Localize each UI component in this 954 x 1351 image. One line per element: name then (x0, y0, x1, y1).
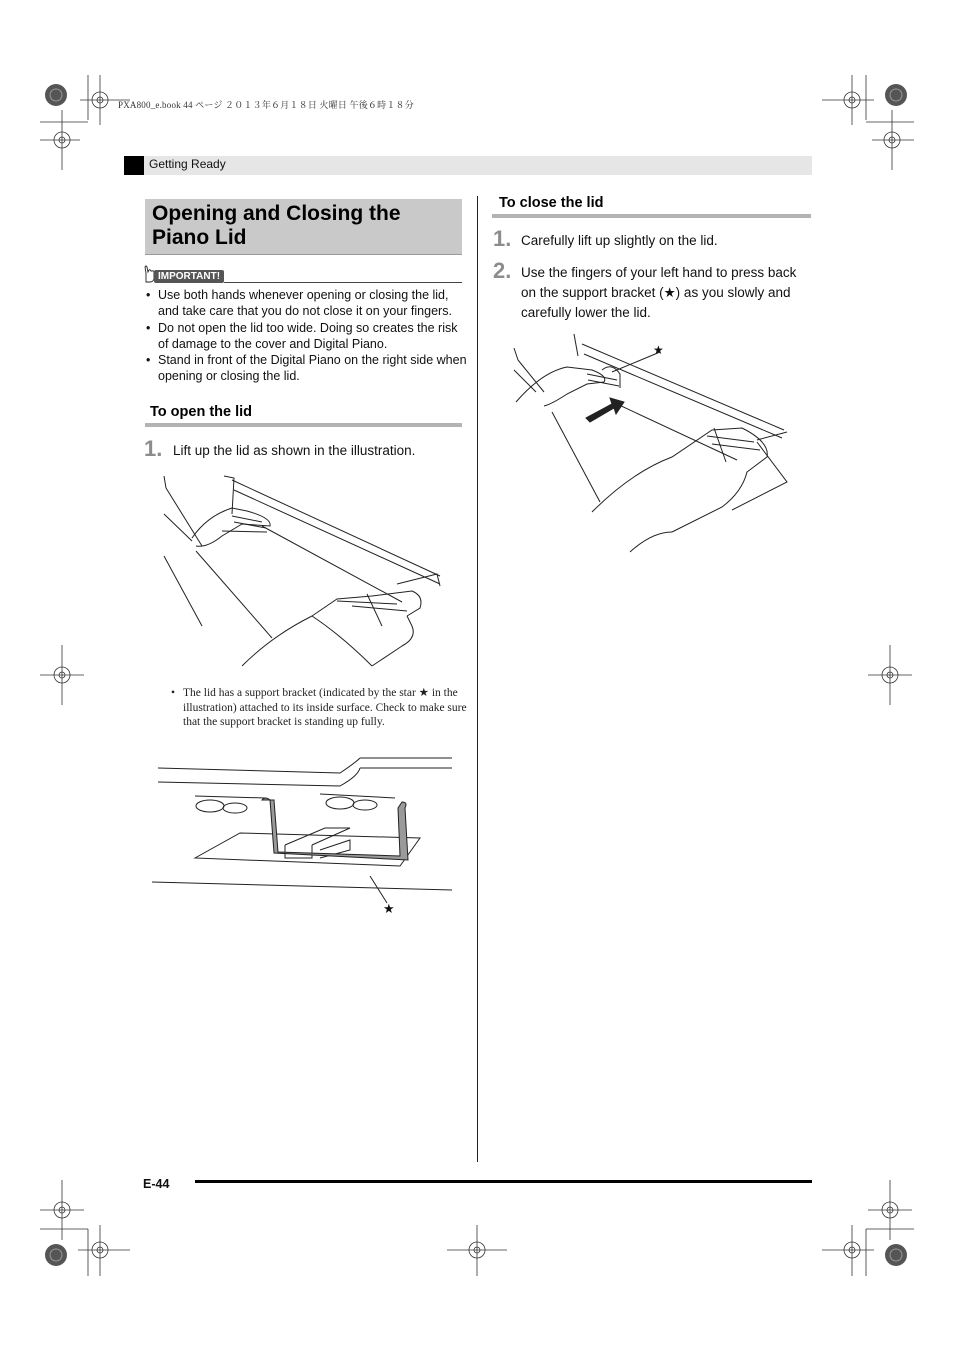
open-lid-illustration (162, 466, 442, 676)
footer-rule (195, 1180, 812, 1183)
close-step-2-text: Use the fingers of your left hand to press back on the support bracket (★) as you slowly and carefully lower the lid. (521, 265, 797, 320)
list-item: • Use both hands whenever opening or closing the lid, and take care that you do not close it on your fingers. (146, 287, 468, 319)
section-label: Getting Ready (149, 157, 226, 171)
star-icon: ★ (383, 901, 395, 916)
close-lid-heading: To close the lid (499, 195, 604, 211)
list-item: • Do not open the lid too wide. Doing so creates the risk of damage to the cover and Digital Piano. (146, 320, 468, 352)
list-item: • Stand in front of the Digital Piano on the right side when opening or closing the lid. (146, 352, 468, 384)
open-step-text: Lift up the lid as shown in the illustration. (173, 443, 416, 458)
page-title: Opening and Closing the Piano Lid (152, 202, 401, 249)
close-lid-rule (492, 214, 811, 218)
column-divider (477, 196, 478, 1162)
page-number: E-44 (143, 1177, 170, 1191)
important-rule (224, 282, 462, 283)
important-badge: IMPORTANT! (154, 270, 224, 283)
section-bar (124, 156, 812, 175)
print-header: PXA800_e.book 44 ページ ２０１３年６月１８日 火曜日 午後６時１８分 (118, 100, 414, 110)
close-step-1-number: 1. (493, 226, 512, 251)
support-bracket-illustration (150, 758, 460, 923)
title-box (145, 199, 462, 255)
open-lid-rule (145, 423, 462, 427)
close-step-1-text: Carefully lift up slightly on the lid. (521, 233, 718, 248)
open-step-number: 1. (144, 436, 163, 461)
important-list (146, 287, 468, 385)
open-lid-heading: To open the lid (150, 404, 253, 420)
star-icon: ★ (653, 343, 664, 357)
section-marker (124, 156, 144, 175)
important-header (142, 265, 462, 285)
support-bracket-note: • The lid has a support bracket (indicated by the star ★ in the illustration) attached to its inside surface. Check to make sure that the support bracket is standing up fully. (171, 686, 473, 730)
close-step-2-number: 2. (493, 258, 512, 283)
close-lid-illustration (512, 332, 792, 552)
